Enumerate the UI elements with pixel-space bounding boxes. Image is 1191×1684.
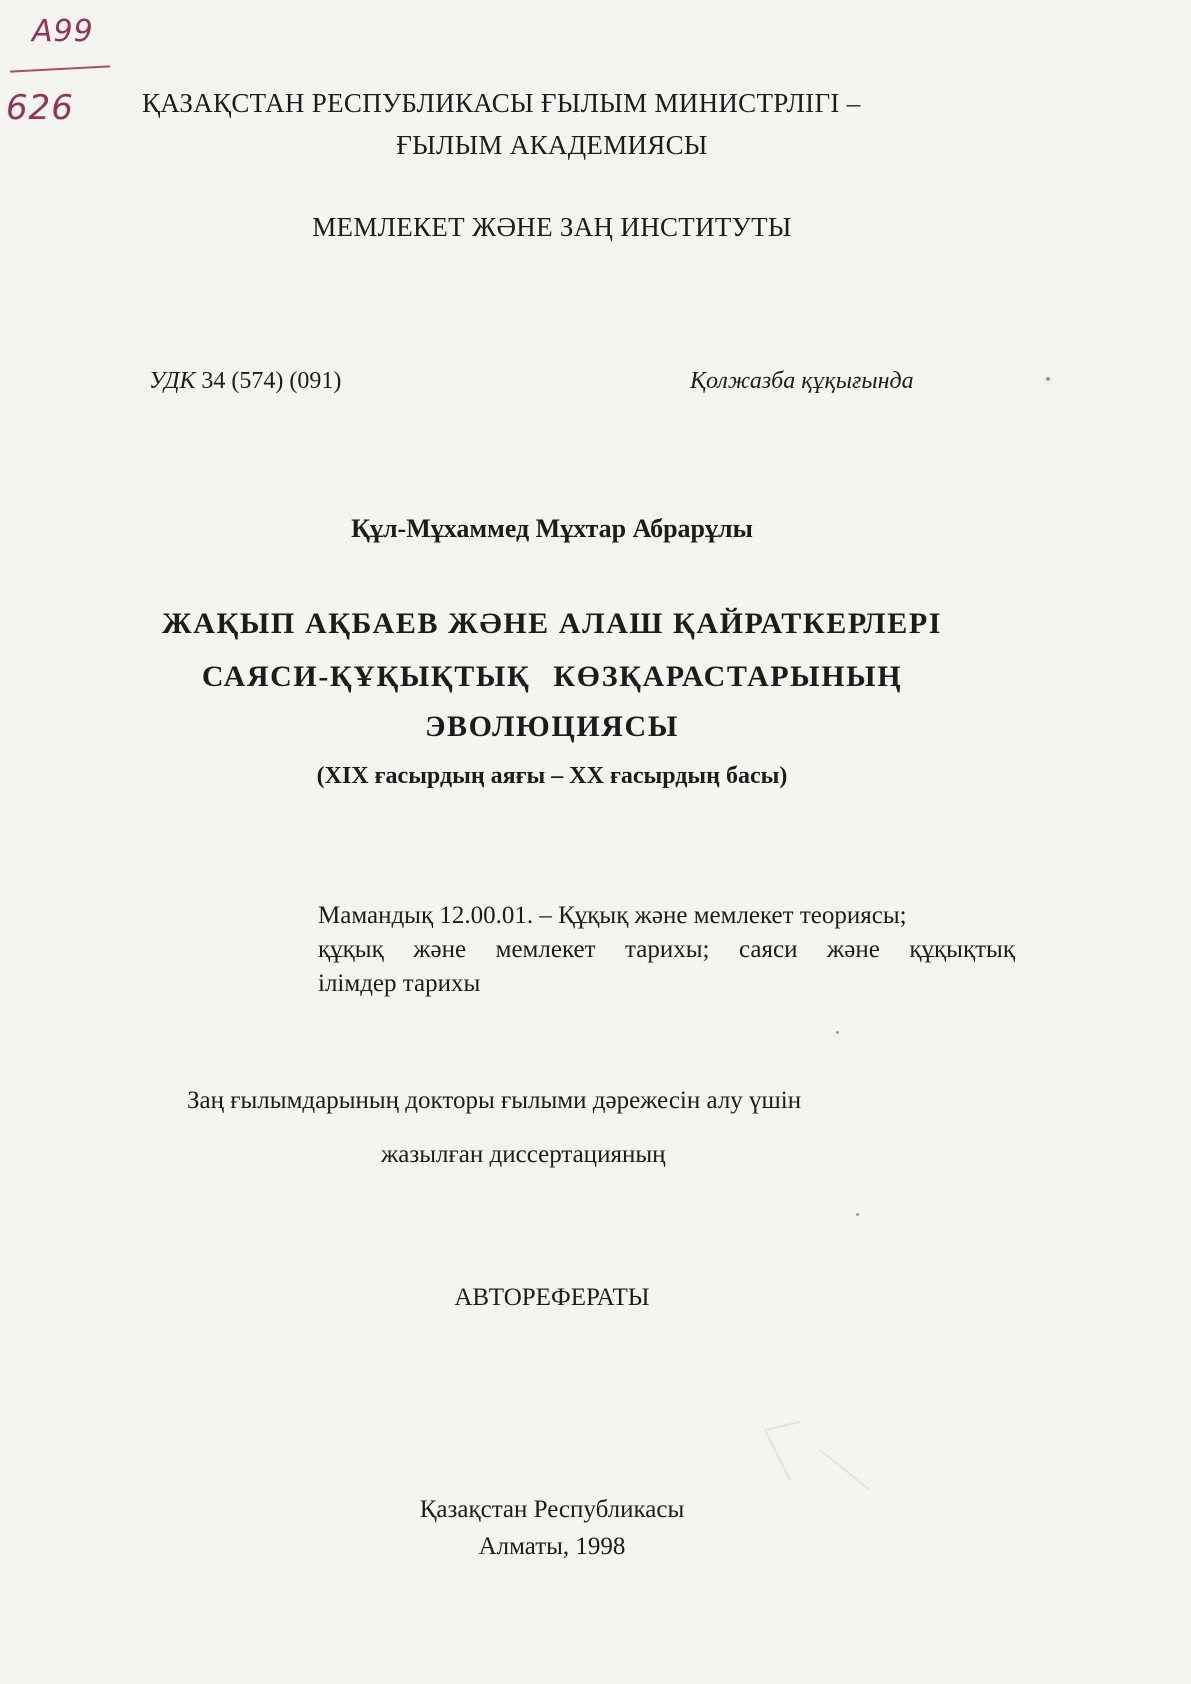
author-name: Құл-Мұхаммед Мұхтар Абрарұлы [351, 514, 753, 543]
scan-speck [1046, 377, 1050, 381]
academy-heading: ҒЫЛЫМ АКАДЕМИЯСЫ [396, 130, 708, 160]
udk-code: 34 (574) (091) [201, 368, 342, 394]
specialty-line-2: құқық және мемлекет тарихы; саяси және құқықтық [318, 936, 1015, 963]
institute-heading: МЕМЛЕКЕТ ЖӘНЕ ЗАҢ ИНСТИТУТЫ [312, 212, 792, 242]
scan-speck [836, 1031, 839, 1034]
specialty-line-3: ілімдер тарихы [318, 970, 481, 997]
archive-mark-bottom: 626 [6, 88, 74, 128]
specialty-block [318, 899, 1018, 1001]
footer-city-year: Алматы, 1998 [478, 1533, 626, 1560]
udk-label: УДК [149, 368, 196, 394]
specialty-line-1: Мамандық 12.00.01. – Құқық және мемлекет теориясы; [318, 902, 907, 929]
archive-mark-divider [10, 65, 110, 72]
ministry-heading: ҚАЗАҚСТАН РЕСПУБЛИКАСЫ ҒЫЛЫМ МИНИСТРЛІГІ – [142, 88, 861, 118]
document-type: АВТОРЕФЕРАТЫ [454, 1284, 650, 1311]
title-line-1: ЖАҚЫП АҚБАЕВ ЖӘНЕ АЛАШ ҚАЙРАТКЕРЛЕРІ [161, 607, 943, 640]
scan-artifact [760, 1420, 880, 1530]
purpose-line-2: жазылған диссертацияның [381, 1141, 666, 1168]
archive-mark-top: А99 [32, 14, 94, 49]
title-period: (XIX ғасырдың аяғы – XX ғасырдың басы) [316, 763, 788, 789]
footer-country: Қазақстан Республикасы [419, 1496, 685, 1523]
purpose-line-1: Заң ғылымдарының докторы ғылыми дәрежесін алу үшін [187, 1087, 802, 1114]
scan-speck [856, 1213, 859, 1216]
title-line-3: ЭВОЛЮЦИЯСЫ [425, 710, 679, 743]
rights-note: Қолжазба құқығында [690, 368, 914, 394]
udk-code-line [149, 368, 341, 395]
title-line-2: САЯСИ-ҚҰҚЫҚТЫҚ КӨЗҚАРАСТАРЫНЫҢ [201, 660, 903, 693]
